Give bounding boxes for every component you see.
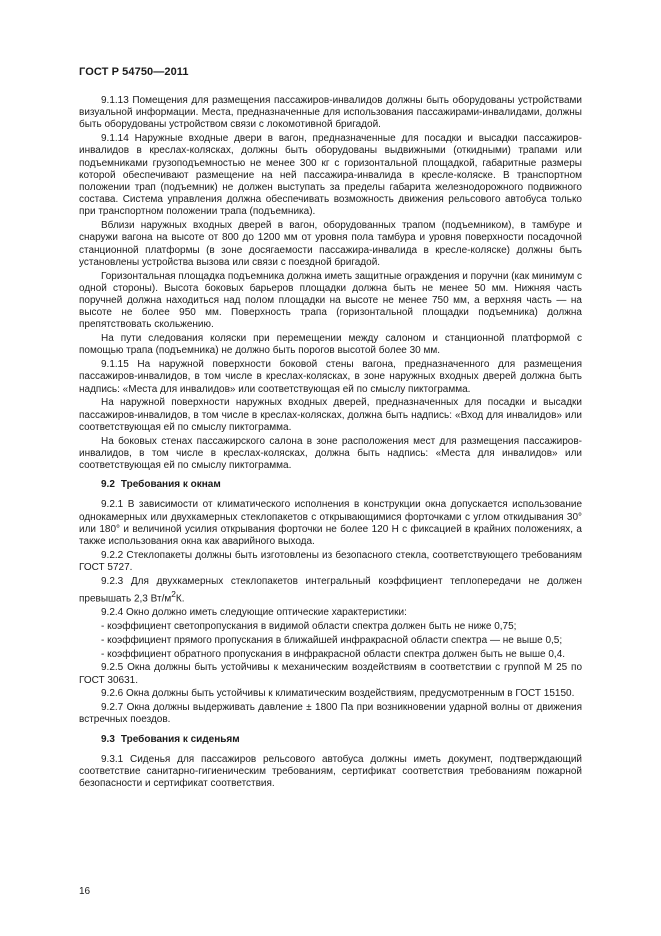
- section-title: Требования к сиденьям: [120, 733, 240, 745]
- section-number: 9.2: [101, 479, 115, 491]
- paragraph: [79, 576, 582, 606]
- paragraph: Вблизи наружных входных дверей в вагон, оборудованных трапом (подъемником), в тамбуре и снаружи вагона на высоте от 800 до 1200 мм от уровня пола тамбура и уровня поверхности посадочной станционной платформы (в зоне досягаемости пассажира-инвалида в кресле-коляске) должны быть установлены устройства вызова или связи с поездной бригадой.: [79, 220, 582, 268]
- paragraph-text: 9.2.3 Для двухкамерных стеклопакетов интегральный коэффициент теплопередачи не должен превышать 2,3 Вт/м: [79, 575, 582, 605]
- page-body: [79, 95, 582, 790]
- paragraph: 9.1.15 На наружной поверхности боковой стены вагона, предназначенного для размещения пассажиров-инвалидов, в том числе в креслах-колясках, в зоне наружных входных дверей должна быть надпись: «Места для инвалидов» или соответствующая ей по смыслу пиктограмма.: [79, 359, 582, 395]
- paragraph: 9.3.1 Сиденья для пассажиров рельсового автобуса должны иметь документ, подтверждающий соответствие санитарно-гигиеническим требованиям, сертификат соответствия требованиям пожарной безопасности и сертификат соответствия.: [79, 753, 582, 790]
- paragraph: 9.2.6 Окна должны быть устойчивы к климатическим воздействиям, предусмотренным в ГОСТ 15150.: [101, 688, 575, 700]
- section-number: 9.3: [101, 733, 115, 745]
- paragraph-text-end: К.: [175, 593, 185, 605]
- paragraph: 9.1.13 Помещения для размещения пассажиров-инвалидов должны быть оборудованы устройствами визуальной информации. Места, предназначенные для использования пассажирами-инвалидами, должны быть оборудованы устройством связи с локомотивной бригадой.: [79, 95, 582, 131]
- paragraph: 9.2.4 Окно должно иметь следующие оптические характеристики:: [101, 607, 407, 619]
- paragraph: 9.2.1 В зависимости от климатического исполнения в конструкции окна допускается использование однокамерных или двухкамерных стеклопакетов с открывающимися форточками с углом откидывания 30° или 180° и величиной усилия открывания форточки не более 120 Н с фиксацией в крайних положениях, а также использования окна как аварийного выхода.: [79, 499, 582, 548]
- paragraph: На боковых стенах пассажирского салона в зоне расположения мест для размещения пассажиров-инвалидов, в том числе в креслах-колясках, должна быть надпись: «Места для инвалидов» или соответствующая ей по смыслу пиктограмма.: [79, 435, 582, 472]
- paragraph: На пути следования коляски при перемещении между салоном и станционной платформой с помощью трапа (подъемника) не должно быть порогов высотой более 30 мм.: [79, 333, 582, 357]
- paragraph: 9.2.2 Стеклопакеты должны быть изготовлены из безопасного стекла, соответствующего требованиям ГОСТ 5727.: [79, 549, 582, 574]
- paragraph: 9.2.7 Окна должны выдерживать давление ± 1800 Па при возникновении ударной волны от движения встречных поездов.: [79, 702, 582, 726]
- section-title: Требования к окнам: [120, 479, 221, 491]
- list-item: - коэффициент обратного пропускания в инфракрасной области спектра должен быть не выше 0,4.: [101, 648, 566, 660]
- list-item: - коэффициент прямого пропускания в ближайшей инфракрасной области спектра — не выше 0,5;: [101, 634, 563, 646]
- paragraph: На наружной поверхности наружных входных дверей, предназначенных для посадки и высадки пассажиров-инвалидов, в том числе в креслах-колясках, должна быть надпись: «Вход для инвалидов» или соответствующая ей по смыслу пиктограмма.: [79, 397, 582, 433]
- page-number: 16: [79, 886, 91, 897]
- paragraph: 9.2.5 Окна должны быть устойчивы к механическим воздействиям в соответствии с группой М 25 по ГОСТ 30631.: [79, 662, 582, 686]
- paragraph: Горизонтальная площадка подъемника должна иметь защитные ограждения и поручни (как минимум с одной стороны). Высота боковых барьеров площадки должна быть не менее 50 мм. Нижняя часть поручней должна находиться над полом площадки на высоте не менее 750 мм, а верхняя часть — на высоте не более 950 мм. Поверхность трапа (горизонтальной площадки подъемника) должна препятствовать скольжению.: [79, 270, 582, 331]
- paragraph: 9.1.14 Наружные входные двери в вагон, предназначенные для посадки и высадки пассажиров-инвалидов в креслах-колясках, должны быть оборудованы выдвижными (откидными) трапами или подъемниками грузоподъемностью не менее 300 кг с горизонтальной площадкой, габаритные размеры которой обеспечивают размещение на ней пассажира-инвалида в кресле-коляске. В транспортном положении трап (подъемник) не должен выступать за пределы габарита железнодорожного подвижного состава. Система управления должна обеспечивать возможность движения рельсового автобуса только при транспортном положении трапа (подъемника).: [79, 133, 582, 218]
- superscript: 2: [171, 589, 176, 600]
- section-heading-seats: [79, 734, 582, 746]
- list-item: - коэффициент светопропускания в видимой области спектра должен быть не ниже 0,75;: [101, 620, 517, 632]
- document-header: ГОСТ Р 54750—2011: [79, 66, 189, 78]
- section-heading-windows: [79, 479, 582, 491]
